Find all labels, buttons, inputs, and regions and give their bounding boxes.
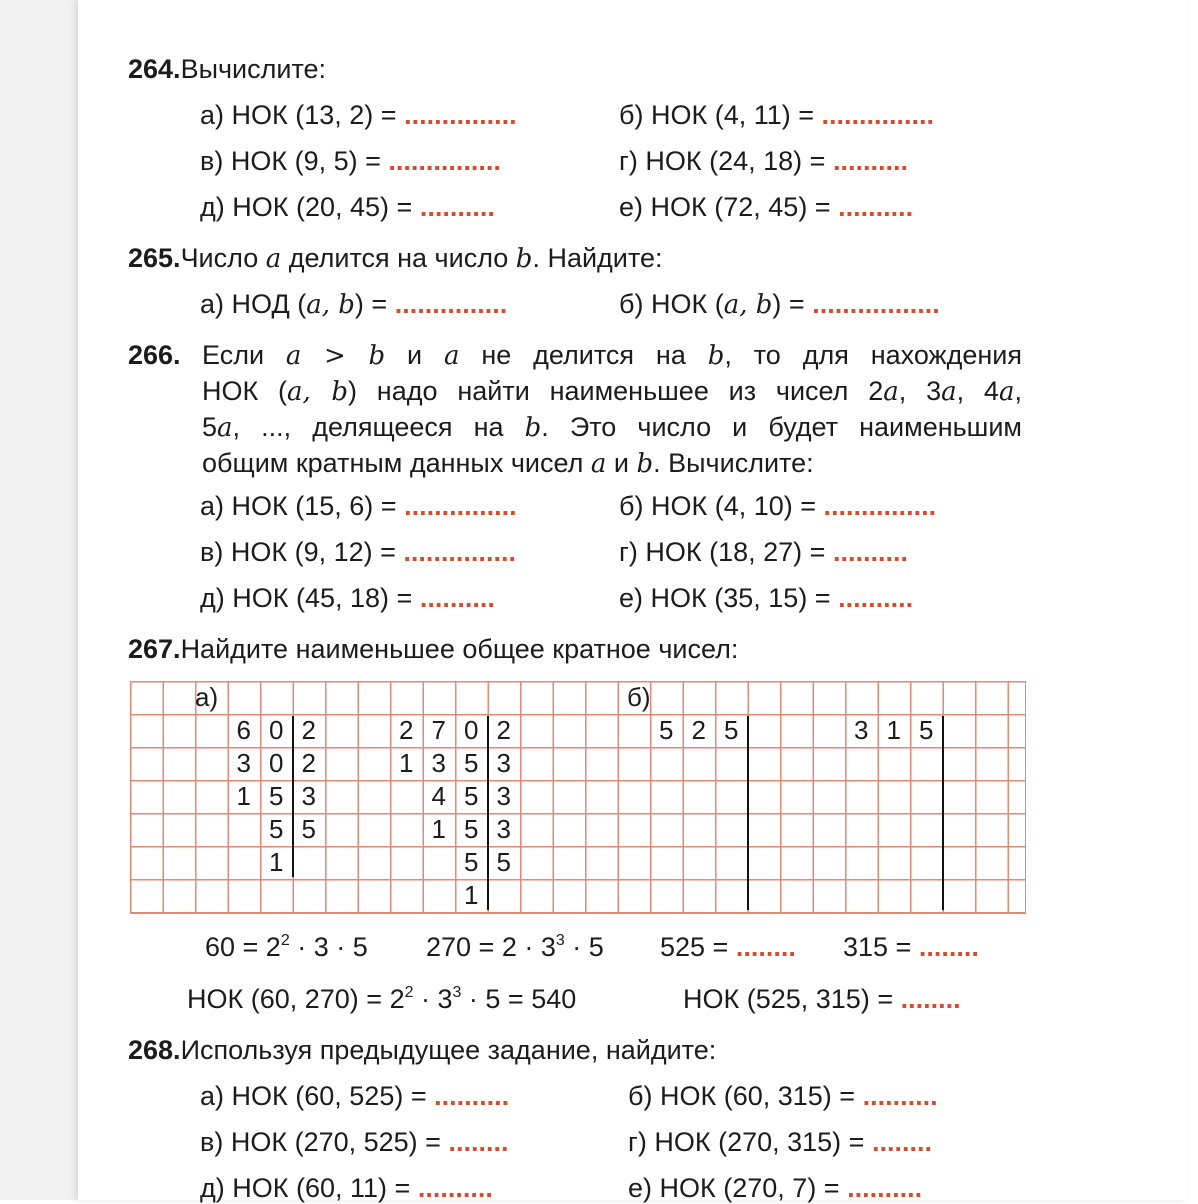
problem-267-heading: 267.Найдите наименьшее общее кратное чисел: [128, 634, 739, 664]
div60-digit: 0 [269, 715, 284, 745]
factorization-270: $270 = 2 \cdot 3^3 \cdot 5$ [426, 932, 604, 962]
problem-266-d: д) НОК (45, 18) = ..... [200, 582, 495, 614]
div60-divisor: 2 [301, 748, 316, 778]
problem-265-b: б) НОК (a, b) = ..... [619, 288, 940, 321]
problem-264-d: д) НОК (20, 45) = ..... [200, 191, 495, 223]
div60-digit: 0 [269, 748, 284, 778]
div525-digit: 5 [659, 715, 674, 745]
div270-digit: 0 [464, 715, 479, 745]
div270-digit: 3 [431, 748, 446, 778]
div525-digit: 2 [691, 715, 706, 745]
nok-525-315: НОК (525, 315) = ........ [683, 983, 961, 1015]
div270-digit: 7 [431, 715, 446, 745]
div60-divisor: 3 [301, 781, 316, 811]
div60-divisor: 2 [301, 715, 316, 745]
problem-268-g: г) НОК (270, 315) = ........ [628, 1126, 932, 1158]
div270-divisor: 2 [496, 715, 511, 745]
div270-digit: 5 [464, 814, 479, 844]
problem-265-a: а) НОД (a, b) = ..... [200, 288, 507, 321]
problem-268-e: е) НОК (270, 7) = ..... [628, 1172, 922, 1204]
div315-digit: 3 [854, 715, 869, 745]
div60-digit: 1 [269, 847, 284, 877]
problem-266-number: 266. [128, 340, 181, 370]
div525-line [747, 716, 750, 910]
nok-60-270: НОК (60, $270) = 2^2 \cdot 3^3 \cdot 5 = 540$ [187, 984, 577, 1014]
div315-line [942, 716, 945, 910]
div270-divisor: 3 [496, 814, 511, 844]
div270-digit: 5 [464, 847, 479, 877]
factorization-60: $60 = 2^2 \cdot 3 \cdot 5$ [205, 932, 368, 962]
factorization-315: 315 = ........ [843, 931, 979, 963]
problem-264-v: в) НОК (9, 5) = ..... [200, 145, 501, 177]
problem-266-a: а) НОК (15, 6) = ..... [200, 490, 517, 522]
factorization-525: 525 = ........ [660, 931, 796, 963]
grid-label-a: а) [195, 682, 219, 712]
div270-digit: 2 [399, 715, 414, 745]
problem-268-v: в) НОК (270, 525) = ........ [200, 1126, 508, 1158]
problem-266-text: Если a > b и a не делится на b, то для нахождения НОК (a, b) надо найти наименьшее из чисел 2a, 3a, 4a, 5a, ..., делящееся на b. Это число и будет наименьшим общим кратным данных чисел a и b. Вычислите: [202, 340, 1022, 479]
div270-digit: 5 [464, 748, 479, 778]
div270-divisor: 5 [496, 847, 511, 877]
div270-digit: 1 [399, 748, 414, 778]
div315-digit: 5 [919, 715, 934, 745]
div270-digit: 1 [464, 880, 479, 910]
div270-digit: 5 [464, 781, 479, 811]
div270-divisor: 3 [496, 781, 511, 811]
problem-268-d: д) НОК (60, 11) = ..... [200, 1172, 493, 1204]
div315-digit: 1 [886, 715, 901, 745]
problem-266-b: б) НОК (4, 10) = ..... [619, 490, 936, 522]
problem-264-a: а) НОК (13, 2) = ..... [200, 99, 517, 131]
div60-divisor: 5 [301, 814, 316, 844]
div60-line [292, 716, 295, 877]
problem-268-b: б) НОК (60, 315) = ..... [628, 1080, 938, 1112]
div60-digit: 6 [236, 715, 251, 745]
div525-digit: 5 [724, 715, 739, 745]
div60-digit: 1 [236, 781, 251, 811]
problem-264-b: б) НОК (4, 11) = ..... [619, 99, 934, 131]
problem-266-g: г) НОК (18, 27) = ..... [619, 536, 908, 568]
problem-268-a: а) НОК (60, 525) = ..... [200, 1080, 509, 1112]
div270-digit: 1 [431, 814, 446, 844]
problem-268-heading: 268.Используя предыдущее задание, найдите: [128, 1035, 717, 1065]
problem-264-g: г) НОК (24, 18) = ..... [619, 145, 908, 177]
div60-digit: 5 [269, 781, 284, 811]
problem-264-heading: 264.Вычислите: [128, 54, 327, 84]
div270-digit: 4 [431, 781, 446, 811]
factorization-grid [130, 681, 1026, 914]
problem-265-heading: 265.Число a делится на число b. Найдите: [128, 243, 663, 274]
div270-line [487, 716, 490, 910]
grid-label-b: б) [627, 682, 651, 712]
problem-264-e: е) НОК (72, 45) = ..... [619, 191, 913, 223]
problem-266-v: в) НОК (9, 12) = ..... [200, 536, 516, 568]
div60-digit: 3 [236, 748, 251, 778]
page-gutter [0, 0, 78, 1200]
problem-266-e: е) НОК (35, 15) = ..... [619, 582, 913, 614]
div60-digit: 5 [269, 814, 284, 844]
div270-divisor: 3 [496, 748, 511, 778]
